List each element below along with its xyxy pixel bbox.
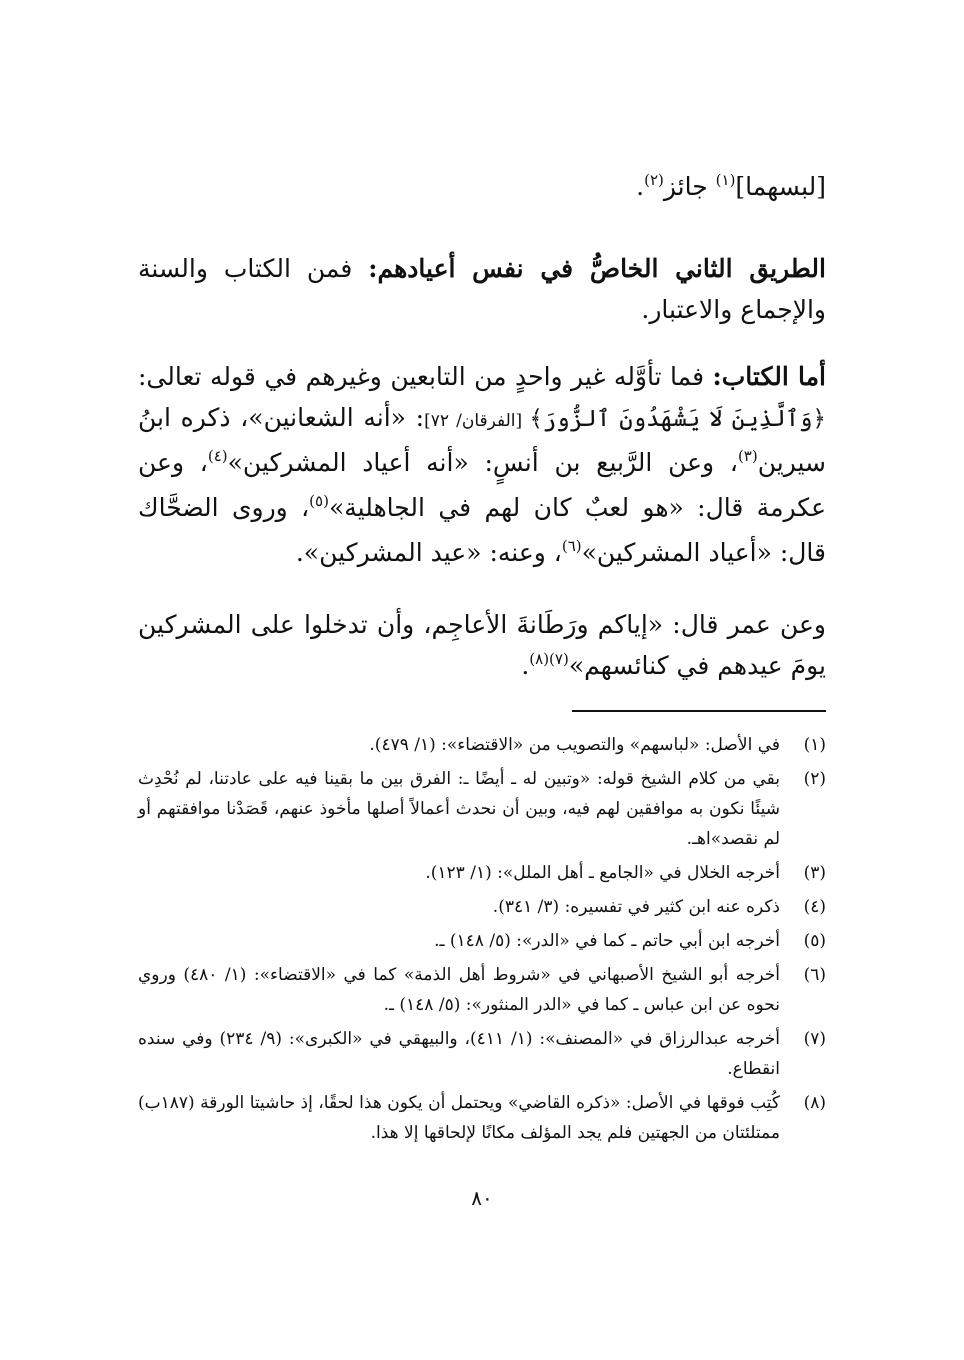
- section-heading: أما الكتاب:: [712, 362, 826, 391]
- footnote-ref-5[interactable]: (٥): [309, 492, 329, 510]
- paragraph-text: فما تأوَّله غير واحدٍ من التابعين وغيرهم في قوله تعالى:: [138, 362, 713, 391]
- footnote: [138, 960, 826, 1020]
- verse-citation: [الفرقان/ ٧٢]: [424, 411, 530, 431]
- paragraph-text: .: [636, 172, 645, 201]
- footnote-number: (٥): [803, 931, 826, 951]
- footnote-text: أخرجه عبدالرزاق في «المصنف»: (١/ ٤١١)، والبيهقي في «الكبرى»: (٩/ ٢٣٤) وفي سنده انقطاع.: [138, 1029, 780, 1079]
- paragraph-text: ، وروى الضحَّاك قال: «أعياد المشركين»: [138, 493, 826, 567]
- footnote-text: بقي من كلام الشيخ قوله: «وتبين له ـ أيضًا ـ: الفرق بين ما بقينا فيه على عادتنا، لم نُحْدِث شيئًا نكون به موافقين لهم فيه، وبين أن نحدث أعمالاً أصلها مأخوذ عنهم، قَصَدْنا موافقتهم أو لم نقصد»اهـ.: [138, 769, 780, 849]
- footnote-ref-6[interactable]: (٦): [561, 537, 582, 555]
- paragraph-text: .: [521, 651, 530, 680]
- paragraph-text: ، وعن الرَّبيع بن أنسٍ: «أنه أعياد المشركين»: [227, 448, 738, 477]
- footnote-number: (٧): [803, 1029, 826, 1049]
- footnote: [138, 1088, 826, 1148]
- footnote-text: أخرجه ابن أبي حاتم ـ كما في «الدر»: (٥/ ١٤٨) ـ.: [434, 931, 780, 951]
- footnote-number: (٢): [803, 769, 826, 789]
- footnote: [138, 764, 826, 854]
- footnote-number: (٦): [803, 965, 826, 985]
- footnote-number: (١): [803, 735, 826, 755]
- footnote-number: (٣): [803, 863, 826, 883]
- bracketed-word: [لبسهما]: [735, 172, 826, 201]
- paragraph-text: فمن الكتاب والسنة والإجماع والاعتبار.: [138, 254, 826, 324]
- paragraph-text: ، وعن عكرمة قال: «هو لعبٌ كان لهم في الجاهلية»: [138, 448, 826, 522]
- footnote-number: (٨): [803, 1093, 826, 1113]
- footnote: [138, 730, 826, 760]
- footnote-text: في الأصل: «لباسهم» والتصويب من «الاقتضاء»: (١/ ٤٧٩).: [369, 735, 780, 755]
- paragraph-continuation: [138, 166, 826, 211]
- footnote: [138, 858, 826, 888]
- footnote: [138, 892, 826, 922]
- footnote: [138, 926, 826, 956]
- footnote: [138, 1024, 826, 1084]
- footnote-ref-7-8[interactable]: (٧)(٨): [529, 650, 569, 668]
- paragraph-text: ، وعنه: «عيد المشركين».: [295, 538, 562, 567]
- footnote-text: أخرجه أبو الشيخ الأصبهاني في «شروط أهل الذمة» كما في «الاقتضاء»: (١/ ٤٨٠) وروي نحوه عن ابن عباس ـ كما في «الدر المنثور»: (٥/ ١٤٨) ـ.: [138, 965, 780, 1015]
- footnote-number: (٤): [803, 897, 826, 917]
- footnote-ref-1[interactable]: (١): [715, 171, 736, 189]
- footnote-separator: [572, 710, 826, 712]
- paragraph-second-way: [138, 248, 826, 330]
- footnote-text: أخرجه الخلال في «الجامع ـ أهل الملل»: (١/ ١٢٣).: [425, 863, 780, 883]
- footnotes: [138, 730, 826, 1152]
- footnote-text: كُتِب فوقها في الأصل: «ذكره القاضي» ويحتمل أن يكون هذا لحقًا، إذ حاشيتا الورقة (١٨٧ب) ممتلئتان من الجهتين فلم يجد المؤلف مكانًا لإلحاقها إلا هذا.: [138, 1093, 780, 1143]
- paragraph-text: جائز: [663, 172, 716, 201]
- section-heading: الطريق الثاني الخاصُّ في نفس أعيادهم:: [368, 254, 826, 283]
- page-number: ٨٠: [471, 1186, 493, 1210]
- footnote-ref-4[interactable]: (٤): [207, 447, 228, 465]
- paragraph-text: وعن عمر قال: «إياكم ورَطَانةَ الأعاجِم، وأن تدخلوا على المشركين يومَ عيدهم في كنائسهم»: [138, 610, 826, 680]
- paragraph-umar: [138, 604, 826, 690]
- quran-verse: ﴿وَٱلَّذِينَ لَا يَشْهَدُونَ ٱلزُّورَ﴾: [529, 406, 826, 432]
- paragraph-quran: [138, 356, 826, 577]
- footnote-ref-3[interactable]: (٣): [737, 447, 758, 465]
- footnote-text: ذكره عنه ابن كثير في تفسيره: (٣/ ٣٤١).: [492, 897, 780, 917]
- footnote-ref-2[interactable]: (٢): [644, 171, 664, 189]
- paragraph-text: : «أنه الشعانين»، ذكره ابنُ سيرين: [138, 403, 826, 477]
